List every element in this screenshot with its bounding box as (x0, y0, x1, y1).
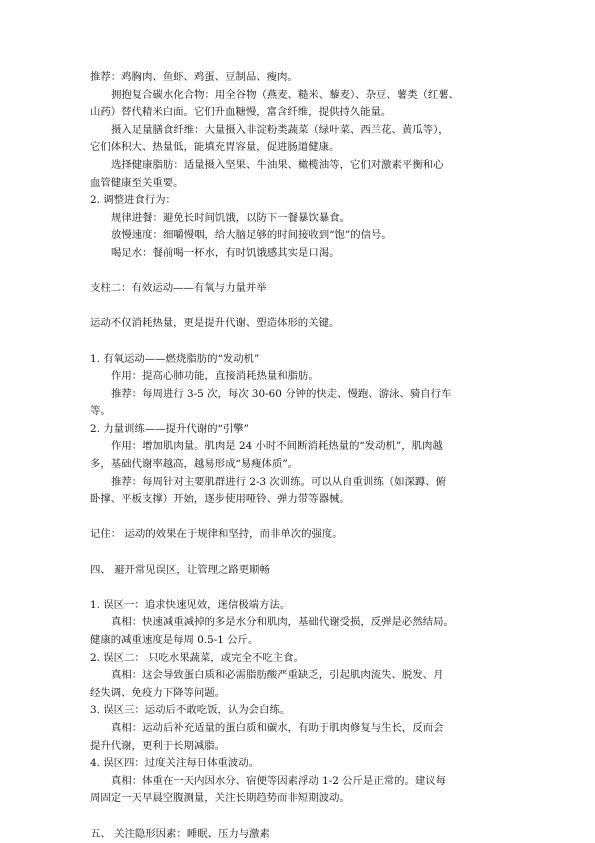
section-heading: 支柱二：有效运动——有氧与力量并举 (90, 282, 267, 295)
text-line: 血管健康至关重要。 (90, 176, 184, 189)
text-line: 喝足水：餐前喝一杯水，有时饥饿感其实是口渴。 (111, 246, 340, 259)
text-line: 2. 力量训练——提升代谢的“引擎” (90, 422, 249, 435)
text-line: 真相：这会导致蛋白质和必需脂肪酸严重缺乏，引起肌肉流失、脱发、月 (111, 669, 444, 682)
text-line: 山药）替代精米白面。它们升血糖慢，富含纤维，提供持久能量。 (90, 106, 392, 119)
text-line: 等。 (90, 405, 111, 418)
text-line: 经失调、免疫力下降等问题。 (90, 686, 226, 699)
document-page (90, 69, 508, 843)
text-line: 健康的减重速度是每周 0.5-1 公斤。 (90, 634, 259, 646)
text-line: 4. 误区四：过度关注每日体重波动。 (90, 757, 260, 770)
text-line: 作用：提高心肺功能，直接消耗热量和脂肪。 (111, 370, 319, 383)
paragraph-gap (90, 333, 508, 351)
paragraph-gap (90, 808, 508, 826)
text-line: 拥抱复合碳水化合物：用全谷物（燕麦、糙米、藜麦）、杂豆、薯类（红薯、 (111, 88, 460, 101)
text-line: 推荐：每周进行 3-5 次，每次 30-60 分钟的快走、慢跑、游泳、骑自行车 (111, 387, 452, 400)
text-line: 提升代谢，更利于长期减脂。 (90, 739, 226, 752)
section-heading: 五、 关注隐形因素：睡眠、压力与激素 (90, 827, 270, 840)
text-line: 作用：增加肌肉量。肌肉是 24 小时不间断消耗热量的“发动机”，肌肉越 (111, 440, 443, 453)
paragraph-gap (90, 263, 508, 281)
text-line: 选择健康脂肪：适量摄入坚果、牛油果、橄榄油等，它们对激素平衡和心 (111, 158, 444, 171)
text-line: 1. 有氧运动——燃烧脂肪的“发动机” (90, 352, 260, 365)
paragraph-gap (90, 544, 508, 562)
text-line: 摄入足量膳食纤维：大量摄入非淀粉类蔬菜（绿叶菜、西兰花、黄瓜等）， (111, 123, 449, 136)
text-line: 2. 调整进食行为： (90, 194, 176, 207)
text-line: 规律进餐：避免长时间饥饿，以防下一餐暴饮暴食。 (111, 211, 350, 224)
text-line: 2. 误区二： 只吃水果蔬菜，或完全不吃主食。 (90, 651, 304, 664)
text-line: 真相：体重在一天内因水分、宿便等因素浮动 1-2 公斤是正常的。建议每 (111, 774, 447, 787)
text-line: 记住： 运动的效果在于规律和坚持，而非单次的强度。 (90, 528, 343, 541)
text-line: 周固定一天早晨空腹测量，关注长期趋势而非短期波动。 (90, 792, 350, 805)
text-line: 推荐：每周针对主要肌群进行 2-3 次训练。可以从自重训练（如深蹲、俯 (111, 475, 447, 488)
paragraph-gap (90, 298, 508, 316)
text-line: 真相：快速减重减掉的多是水分和肌肉，基础代谢受损，反弹是必然结局。 (111, 616, 454, 629)
text-line: 卧撑、平板支撑）开始，逐步使用哑铃、弹力带等器械。 (90, 493, 350, 506)
text-line: 推荐：鸡胸肉、鱼虾、鸡蛋、豆制品、瘦肉。 (90, 71, 298, 83)
paragraph-gap (90, 509, 508, 527)
text-line: 真相：运动后补充适量的蛋白质和碳水，有助于肌肉修复与生长，反而会 (111, 721, 444, 734)
text-line: 多，基础代谢率越高，越易形成“易瘦体质”。 (90, 458, 299, 471)
paragraph-gap (90, 579, 508, 597)
text-line: 它们体积大、热量低，能填充胃容量，促进肠道健康。 (90, 141, 340, 154)
text-line: 3. 误区三：运动后不敢吃饭，认为会白练。 (90, 704, 291, 717)
text-line: 1. 误区一：追求快速见效，迷信极端方法。 (90, 598, 291, 611)
section-heading: 四、 避开常见误区，让管理之路更顺畅 (90, 563, 270, 576)
text-line: 运动不仅消耗热量，更是提升代谢、塑造体形的关键。 (90, 317, 340, 330)
text-line: 放慢速度：细嚼慢咽，给大脑足够的时间接收到“饱”的信号。 (111, 229, 392, 242)
